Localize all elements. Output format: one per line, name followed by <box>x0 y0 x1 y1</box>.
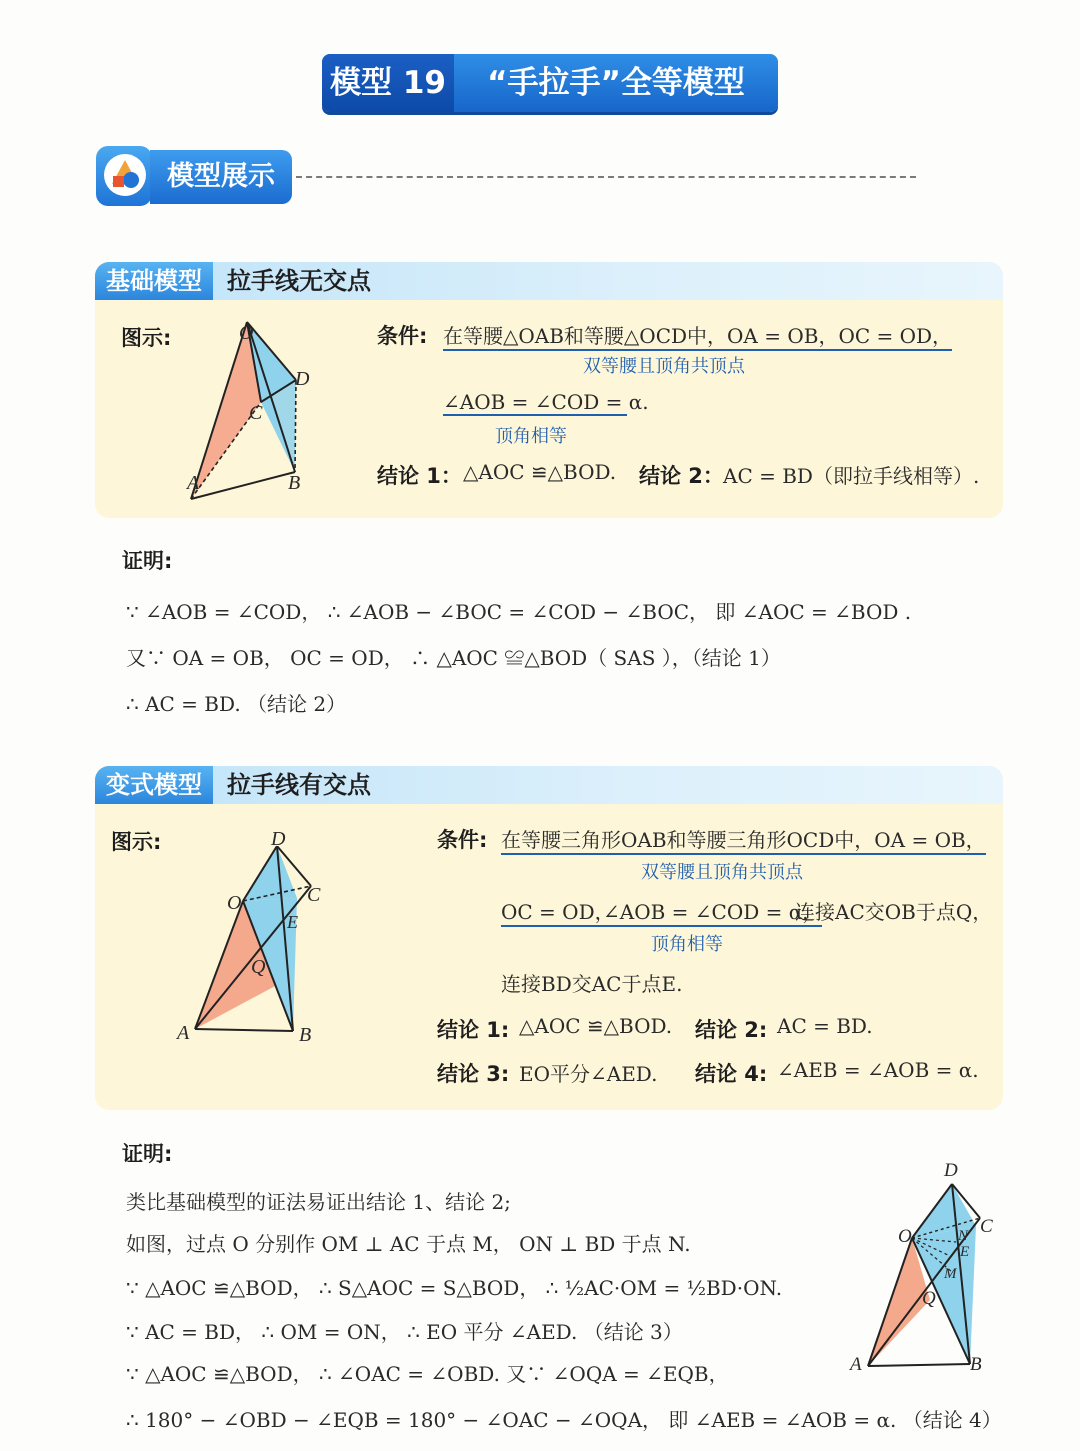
condition-label: 条件: <box>437 828 488 852</box>
proof-point-M: M <box>944 1266 957 1282</box>
conclusion-3-label: 结论 3: <box>437 1062 510 1086</box>
condition-line-3: 连接BD交AC于点E. <box>501 972 683 996</box>
variant-model-tag: 变式模型 <box>95 766 213 804</box>
model-title: “手拉手”全等模型 <box>487 65 745 101</box>
conclusion-1-label: 结论 1： <box>377 464 462 488</box>
point-C: C <box>249 402 263 424</box>
variant-proof-line-5: ∵ △AOC ≌△BOD， ∴ ∠OAC = ∠OBD. 又∵ ∠OQA = ∠EQB， <box>126 1362 729 1386</box>
basic-model-panel <box>95 262 1003 518</box>
point-B: B <box>288 472 301 494</box>
diagram-label: 图示: <box>121 326 172 350</box>
basic-model-tag: 基础模型 <box>95 262 213 300</box>
basic-proof-line-3: ∴ AC = BD. （结论 2） <box>126 692 347 716</box>
variant-proof-line-3: ∵ △AOC ≌△BOD， ∴ S△AOC = S△BOD， ∴ ½AC·OM = ½BD·ON. <box>126 1276 783 1300</box>
basic-proof-line-1: ∵ ∠AOB = ∠COD， ∴ ∠AOB − ∠BOC = ∠COD − ∠BOC， 即 ∠AOC = ∠BOD . <box>126 600 912 624</box>
proof-point-C: C <box>980 1216 993 1237</box>
proof-point-B: B <box>970 1354 982 1375</box>
proof-point-D: D <box>944 1160 958 1181</box>
condition-note-1: 双等腰且顶角共顶点 <box>641 862 803 883</box>
condition-line-2: ∠AOB = ∠COD = α. <box>443 390 649 414</box>
point-B: B <box>299 1024 312 1046</box>
condition-line-2a: OC = OD， <box>501 896 615 927</box>
proof-point-N: N <box>958 1228 969 1244</box>
condition-line-1: 在等腰三角形OAB和等腰三角形OCD中，OA = OB， <box>501 824 986 855</box>
variant-diagram <box>185 846 415 1036</box>
conclusion-1-label: 结论 1: <box>437 1018 510 1042</box>
variant-model-subtitle: 拉手线有交点 <box>227 771 371 799</box>
proof-point-O: O <box>898 1226 912 1247</box>
section-label: 模型展示 <box>150 150 292 204</box>
condition-line-2c: 连接AC交OB于点Q， <box>795 900 993 924</box>
condition-line-2b: ∠AOB = ∠COD = α， <box>603 896 822 927</box>
proof-point-Q: Q <box>922 1288 936 1309</box>
variant-proof-line-1: 类比基础模型的证法易证出结论 1、结论 2; <box>126 1190 511 1214</box>
point-O: O <box>239 322 254 344</box>
conclusion-2-label: 结论 2： <box>639 464 724 488</box>
basic-proof-line-2: 又∵ OA = OB， OC = OD， ∴ △AOC ≌△BOD（ SAS ），（结论 1） <box>126 646 781 670</box>
condition-label: 条件: <box>377 324 428 348</box>
variant-proof-line-2: 如图，过点 O 分别作 OM ⊥ AC 于点 M， ON ⊥ BD 于点 N. <box>126 1232 691 1256</box>
title-banner <box>322 54 778 112</box>
conclusion-3: EO平分∠AED. <box>519 1062 658 1086</box>
point-A: A <box>187 472 200 494</box>
proof-point-E: E <box>960 1244 970 1260</box>
point-O: O <box>227 892 242 914</box>
shapes-icon <box>104 154 146 196</box>
basic-model-subtitle: 拉手线无交点 <box>227 267 371 295</box>
point-C: C <box>307 884 321 906</box>
condition-note-2: 顶角相等 <box>651 934 723 955</box>
point-A: A <box>177 1022 190 1044</box>
model-number: 模型 19 <box>322 54 454 112</box>
conclusion-2-label: 结论 2: <box>695 1018 768 1042</box>
condition-note-1: 双等腰且顶角共顶点 <box>583 356 745 377</box>
conclusion-2: AC = BD（即拉手线相等）. <box>723 464 980 488</box>
condition-line-1: 在等腰△OAB和等腰△OCD中，OA = OB，OC = OD， <box>443 320 952 351</box>
conclusion-2: AC = BD. <box>777 1014 873 1038</box>
proof-diagram <box>856 1180 996 1380</box>
section-divider <box>296 176 916 178</box>
basic-proof-label: 证明: <box>122 549 173 573</box>
variant-proof-line-6: ∴ 180° − ∠OBD − ∠EQB = 180° − ∠OAC − ∠OQA， 即 ∠AEB = ∠AOB = α. （结论 4） <box>126 1408 1002 1432</box>
condition-note-2: 顶角相等 <box>495 426 567 447</box>
proof-point-A: A <box>850 1354 862 1375</box>
point-Q: Q <box>251 956 266 978</box>
variant-model-panel <box>95 766 1003 1110</box>
point-E: E <box>287 912 298 932</box>
conclusion-4: ∠AEB = ∠AOB = α. <box>777 1058 979 1082</box>
diagram-label: 图示: <box>111 830 162 854</box>
point-D: D <box>295 368 310 390</box>
conclusion-1: △AOC ≌△BOD. <box>463 460 617 484</box>
point-D: D <box>271 828 286 850</box>
conclusion-4-label: 结论 4: <box>695 1062 768 1086</box>
conclusion-1: △AOC ≌△BOD. <box>519 1014 673 1038</box>
variant-proof-label: 证明: <box>122 1142 173 1166</box>
variant-proof-line-4: ∵ AC = BD， ∴ OM = ON， ∴ EO 平分 ∠AED. （结论 3） <box>126 1320 683 1344</box>
